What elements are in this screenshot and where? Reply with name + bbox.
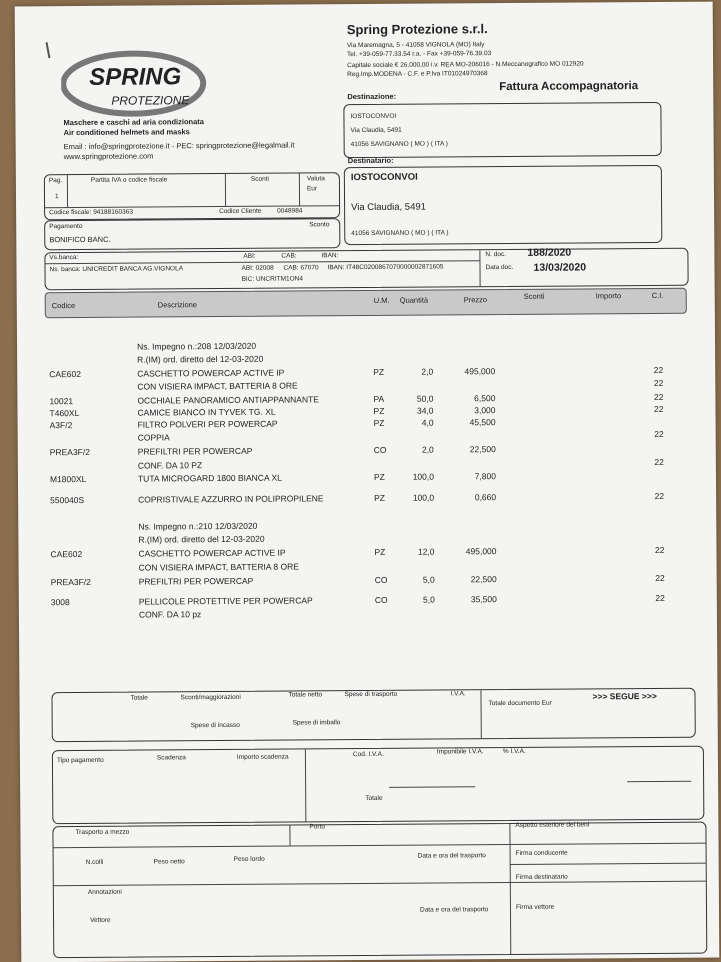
row-codice: 550040S — [50, 494, 85, 506]
row-quantity: 2,0 — [421, 444, 434, 455]
row-um: PZ — [374, 546, 386, 557]
row-price: 0,660 — [474, 492, 497, 503]
pag-value: 1 — [54, 193, 59, 201]
table-row — [19, 592, 719, 608]
row-ci: 22 — [654, 428, 664, 439]
row-price: 45,500 — [469, 417, 496, 428]
porto-label: Porto — [309, 823, 325, 831]
row-codice: A3F/2 — [49, 420, 73, 431]
table-row — [18, 531, 718, 545]
totale-label: Totale — [130, 694, 148, 702]
imponibile-label: Imponibile I.V.A. — [436, 748, 484, 756]
logo-sub: PROTEZIONE — [111, 93, 190, 108]
row-ci: 22 — [653, 391, 664, 402]
row-codice: 3008 — [50, 597, 70, 608]
ns-cab: CAB: 67070 — [283, 264, 319, 272]
iva-label: I.V.A. — [450, 690, 466, 698]
row-ci: 22 — [653, 377, 664, 388]
row-price: 6,500 — [474, 393, 496, 404]
company-reg: Reg.Imp.MODENA - C.F. e P.Iva IT01024970368 — [347, 70, 488, 79]
destinazione-box — [343, 102, 661, 158]
col-sconti: Sconti — [523, 291, 545, 301]
vs-abi: ABI: — [243, 252, 256, 260]
piva-label: Partita IVA o codice fiscale — [90, 176, 168, 184]
ns-banca: Ns. banca: UNICREDIT BANCA AG.VIGNOLA — [49, 265, 184, 274]
row-quantity: 5,0 — [422, 574, 435, 585]
destinatario-line3: 41056 SAVIGNANO ( MO ) ( ITA ) — [351, 229, 449, 238]
row-price: 7,800 — [474, 471, 496, 482]
tagline-en: Air conditioned helmets and masks — [63, 127, 190, 138]
totale-netto-label: Totale netto — [288, 691, 323, 699]
annotazioni-label: Annotazioni — [87, 888, 122, 896]
row-price: 495,000 — [465, 546, 497, 557]
company-name: Spring Protezione s.r.l. — [346, 21, 488, 38]
tagline-it: Maschere e caschi ad aria condizionata — [63, 117, 204, 128]
doc-n-value: 188/2020 — [527, 246, 572, 259]
row-price: 22,500 — [470, 574, 497, 585]
codice-fiscale: Codice fiscale: 94188160363 — [49, 208, 133, 217]
bic: BIC: UNCRITM1ON4 — [241, 275, 304, 283]
doc-title: Fattura Accompagnatoria — [499, 80, 639, 94]
vettore-label: Vettore — [90, 916, 111, 924]
sconti-label: Sconti — [250, 175, 269, 183]
row-um: PA — [373, 393, 385, 404]
pagamento-label: Pagamento — [49, 222, 83, 231]
row-codice: CAE602 — [49, 368, 81, 380]
col-prezzo: Prezzo — [463, 295, 488, 305]
row-description: CASCHETTO POWERCAP ACTIVE IP — [137, 367, 285, 379]
pen-mark — [46, 42, 51, 58]
row-um: CO — [374, 574, 388, 585]
destinatario-label: Destinatario: — [347, 155, 394, 166]
row-description: COPPIA — [137, 432, 170, 443]
vs-banca: Vs.banca: — [49, 254, 79, 262]
firma-vettore-label: Firma vettore — [515, 903, 555, 911]
table-row — [17, 351, 717, 365]
table-row — [18, 416, 718, 431]
row-codice: PREA3F/2 — [49, 446, 90, 458]
row-quantity: 5,0 — [422, 594, 435, 605]
col-descrizione: Descrizione — [157, 300, 197, 310]
spese-incasso-label: Spese di incasso — [190, 721, 240, 730]
destinatario-box — [344, 165, 663, 245]
spese-trasporto-label: Spese di trasporto — [344, 690, 398, 699]
website: www.springprotezione.com — [63, 151, 154, 162]
destinazione-line3: 41056 SAVIGNANO ( MO ) ( ITA ) — [350, 140, 448, 149]
col-quantita: Quantità — [399, 295, 429, 305]
data-ora-1-label: Data e ora del trasporto — [417, 852, 486, 860]
logo-word: SPRING — [89, 63, 182, 91]
ncolli-label: N.colli — [85, 858, 104, 866]
col-ci: C.I. — [651, 290, 664, 301]
row-ci: 22 — [653, 364, 664, 375]
valuta-value: Eur — [306, 185, 318, 193]
firma-destinatario-label: Firma destinatario — [515, 873, 568, 881]
valuta-label: Valuta — [306, 175, 325, 183]
vs-cab: CAB: — [281, 252, 297, 260]
row-quantity: 100,0 — [412, 492, 435, 503]
row-um: CO — [373, 444, 387, 455]
row-description: R.(IM) ord. diretto del 12-03-2020 — [138, 533, 265, 545]
sconto-label: Sconto — [309, 221, 330, 229]
totale-iva-label: Totale — [365, 794, 383, 803]
row-quantity: 12,0 — [417, 546, 435, 557]
table-row — [17, 377, 717, 392]
trasporto-label: Trasporto a mezzo — [75, 828, 130, 837]
row-um: PZ — [373, 405, 385, 416]
destinazione-line1: IOSTOCONVOI — [350, 112, 397, 121]
spese-imballo-label: Spese di imballo — [292, 719, 341, 727]
row-ci: 22 — [654, 456, 664, 467]
table-row — [18, 518, 718, 532]
row-description: COPRISTIVALE AZZURRO IN POLIPROPILENE — [138, 493, 324, 505]
invoice-page — [15, 2, 720, 962]
client-info-box — [44, 172, 340, 220]
row-ci: 22 — [655, 572, 665, 583]
table-row — [17, 338, 717, 352]
row-ci: 22 — [653, 403, 664, 414]
sconti-magg-label: Sconti/maggiorazioni — [180, 693, 241, 702]
perc-iva-label: % I.V.A. — [502, 747, 526, 756]
codice-cliente-label: Codice Cliente — [219, 207, 262, 216]
firma-conducente-label: Firma conducente — [515, 849, 568, 857]
table-row — [18, 443, 718, 458]
row-quantity: 4,0 — [421, 417, 434, 428]
payment-iva-box — [52, 746, 705, 825]
email-line: Email : info@springprotezione.it - PEC: springprotezione@legalmail.it — [63, 140, 295, 152]
doc-n-label: N. doc. — [485, 251, 507, 259]
destinazione-line2: Via Claudia, 5491 — [350, 126, 402, 135]
table-row — [18, 470, 718, 485]
row-ci: 22 — [654, 490, 665, 501]
table-row — [18, 544, 718, 560]
row-um: PZ — [374, 492, 386, 503]
transport-box — [52, 822, 707, 959]
table-row — [18, 456, 718, 471]
row-description: OCCHIALE PANORAMICO ANTIAPPANNANTE — [137, 394, 319, 406]
row-price: 22,500 — [469, 444, 496, 455]
row-description: CASCHETTO POWERCAP ACTIVE IP — [138, 547, 286, 559]
row-quantity: 50,0 — [416, 393, 434, 404]
table-row — [19, 606, 719, 620]
row-codice: T460XL — [49, 408, 80, 419]
row-description: PREFILTRI PER POWERCAP — [137, 445, 253, 457]
row-codice: 10021 — [49, 396, 74, 407]
col-um: U.M. — [373, 295, 390, 305]
row-um: CO — [374, 594, 388, 605]
row-um: PZ — [373, 471, 385, 482]
company-tel: Tel. +39-059-77.33.54 r.a. - Fax +39-059-76.39.03 — [346, 50, 492, 59]
peso-netto-label: Peso netto — [153, 858, 185, 866]
row-um: PZ — [373, 417, 385, 428]
table-header — [45, 288, 687, 318]
payment-method-box — [44, 218, 340, 250]
bank-box — [44, 248, 688, 290]
ns-abi: ABI: 02008 — [241, 264, 274, 272]
table-row — [17, 391, 717, 407]
row-description: CONF. DA 10 PZ — [137, 460, 203, 471]
row-description: CON VISIERA IMPACT, BATTERIA 8 ORE — [137, 380, 298, 392]
destinatario-line2: Via Claudia, 5491 — [351, 201, 426, 214]
row-codice: M1800XL — [49, 473, 87, 485]
segue-label: >>> SEGUE >>> — [592, 690, 657, 702]
table-row — [17, 403, 717, 419]
row-quantity: 2,0 — [421, 366, 434, 377]
table-row — [19, 572, 719, 588]
row-ci: 22 — [654, 544, 665, 555]
pag-label: Pag. — [48, 177, 63, 185]
company-capital: Capitale sociale € 26.000,00 i.v. REA MO-206016 - N.Meccanografico MO 012920 — [347, 60, 584, 70]
ns-iban: IBAN: IT48C0200867070000002871605 — [327, 263, 444, 272]
row-um: PZ — [373, 366, 385, 377]
scadenza-label: Scadenza — [156, 754, 186, 762]
importo-scadenza-label: Importo scadenza — [236, 753, 289, 761]
row-ci: 22 — [655, 592, 665, 603]
row-description: PELLICOLE PROTETTIVE PER POWERCAP — [138, 595, 313, 607]
destinatario-line1: IOSTOCONVOI — [350, 171, 418, 184]
row-description: CAMICE BIANCO IN TYVEK TG. XL — [137, 406, 276, 418]
peso-lordo-label: Peso lordo — [233, 855, 265, 863]
vs-iban: IBAN: — [321, 252, 339, 260]
table-row — [18, 490, 718, 506]
cod-iva-label: Cod. I.V.A. — [352, 750, 384, 759]
row-description: R.(IM) ord. diretto del 12-03-2020 — [137, 353, 264, 365]
destinazione-label: Destinazione: — [347, 91, 397, 102]
data-ora-2-label: Data e ora del trasporto — [419, 906, 489, 914]
doc-date-label: Data doc. — [485, 263, 514, 272]
totals-box — [51, 688, 695, 742]
tipo-pagamento-label: Tipo pagamento — [56, 756, 104, 765]
col-codice: Codice — [51, 301, 76, 311]
row-description: Ns. Impegno n.:210 12/03/2020 — [138, 520, 258, 532]
row-quantity: 100,0 — [412, 471, 434, 482]
row-description: Ns. Impegno n.:208 12/03/2020 — [137, 340, 257, 352]
table-row — [19, 559, 719, 573]
row-price: 3,000 — [474, 405, 496, 416]
row-description: CON VISIERA IMPACT, BATTERIA 8 ORE — [138, 561, 299, 573]
aspetto-label: Aspetto esteriore dei beni — [515, 821, 590, 829]
row-description: CONF. DA 10 pz — [138, 609, 202, 620]
row-price: 35,500 — [470, 594, 497, 605]
pagamento-value: BONIFICO BANC. — [49, 234, 111, 245]
company-logo — [61, 47, 211, 120]
col-importo: Importo — [595, 291, 622, 301]
row-quantity: 34,0 — [416, 405, 434, 416]
row-description: PREFILTRI PER POWERCAP — [138, 575, 254, 587]
doc-date-value: 13/03/2020 — [533, 261, 587, 274]
row-codice: PREA3F/2 — [50, 576, 91, 588]
row-description: FILTRO POLVERI PER POWERCAP — [137, 418, 278, 430]
row-description: TUTA MICROGARD 1800 BIANCA XL — [137, 472, 282, 484]
row-price: 495,000 — [464, 366, 496, 377]
company-address: Via Maremagna, 5 - 41058 VIGNOLA (MO) Italy — [346, 41, 485, 50]
codice-cliente-value: 0048984 — [277, 207, 303, 215]
row-codice: CAE602 — [50, 548, 83, 560]
table-row — [17, 364, 717, 380]
totale-documento-label: Totale documento Eur — [488, 699, 552, 708]
table-row — [18, 428, 718, 443]
